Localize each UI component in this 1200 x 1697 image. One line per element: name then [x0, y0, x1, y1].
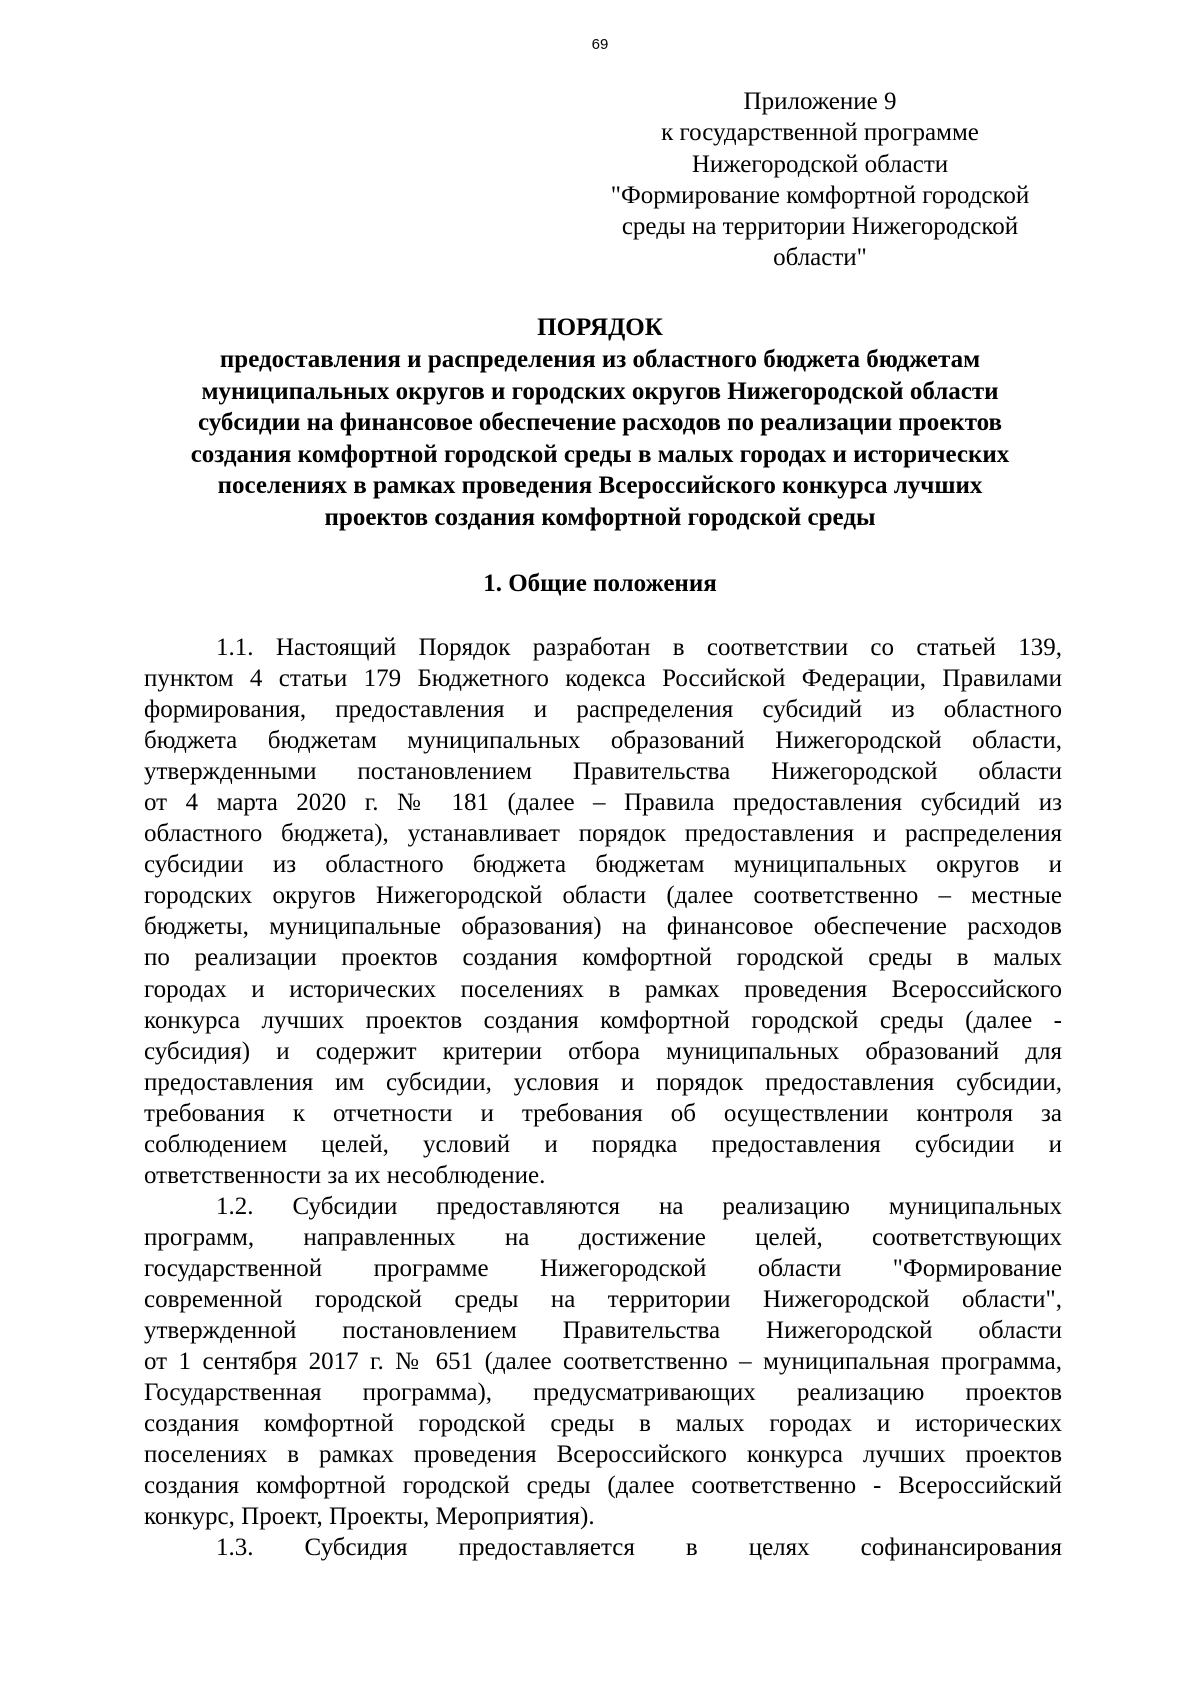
subtitle-line: поселениях в рамках проведения Всероссийского конкурса лучших: [217, 472, 983, 499]
paragraph-line: от 4 марта 2020 г. № 181 (далее – Правила предоставления субсидий из: [144, 789, 1062, 817]
paragraph-line: 1.3. Субсидия предоставляется в целях софинансирования: [216, 1534, 1062, 1562]
paragraph-line: предоставления им субсидии, условия и порядок предоставления субсидии,: [144, 1068, 1062, 1096]
paragraph-line: по реализации проектов создания комфортной городской среды в малых: [144, 944, 1062, 972]
paragraph-line: бюджета бюджетам муниципальных образований Нижегородской области,: [144, 727, 1062, 755]
paragraph-line: государственной программе Нижегородской области "Формирование: [144, 1254, 1062, 1282]
subtitle-line: создания комфортной городской среды в малых городах и исторических: [190, 440, 1010, 468]
subtitle-line: проектов создания комфортной городской среды: [324, 503, 876, 531]
document-title: ПОРЯДОК: [537, 314, 663, 341]
paragraph-line: городских округов Нижегородской области (далее соответственно – местные: [144, 882, 1062, 910]
subtitle-line: субсидии на финансовое обеспечение расходов по реализации проектов: [197, 409, 1003, 436]
paragraph-line: утвержденной постановлением Правительства Нижегородской области: [144, 1317, 1062, 1345]
document-subtitle: [140, 344, 1060, 533]
appendix-line: Приложение 9: [743, 88, 897, 115]
appendix-line: области": [773, 244, 867, 272]
paragraph-line: городах и исторических поселениях в рамках проведения Всероссийского: [144, 975, 1062, 1003]
paragraph-line: ответственности за их несоблюдение.: [144, 1161, 546, 1189]
paragraph-line: областного бюджета), устанавливает порядок предоставления и распределения: [144, 820, 1062, 848]
paragraph-line: субсидии из областного бюджета бюджетам муниципальных округов и: [144, 851, 1062, 879]
body-text: [144, 632, 1062, 1563]
paragraph-line: конкурса лучших проектов создания комфортной городской среды (далее -: [144, 1006, 1062, 1034]
appendix-header: [590, 86, 1050, 274]
subtitle-line: предоставления и распределения из областного бюджета бюджетам: [219, 346, 981, 373]
paragraph-line: соблюдением целей, условий и порядка предоставления субсидии и: [144, 1130, 1062, 1158]
section-heading: 1. Общие положения: [483, 570, 717, 597]
paragraph-line: бюджеты, муниципальные образования) на финансовое обеспечение расходов: [144, 913, 1062, 941]
subtitle-line: муниципальных округов и городских округов Нижегородской области: [201, 377, 999, 405]
paragraph-line: формирования, предоставления и распределения субсидий из областного: [144, 696, 1062, 724]
paragraph-line: 1.2. Субсидии предоставляются на реализацию муниципальных: [216, 1192, 1062, 1220]
paragraph-line: поселениях в рамках проведения Всероссийского конкурса лучших проектов: [144, 1441, 1062, 1469]
paragraph-line: создания комфортной городской среды в малых городах и исторических: [144, 1410, 1062, 1438]
paragraph-line: пунктом 4 статьи 179 Бюджетного кодекса Российской Федерации, Правилами: [144, 665, 1062, 693]
appendix-line: Нижегородской области: [691, 150, 949, 178]
appendix-line: "Формирование комфортной городской: [610, 181, 1030, 209]
paragraph-line: от 1 сентября 2017 г. № 651 (далее соответственно – муниципальная программа,: [144, 1348, 1062, 1376]
paragraph-line: субсидия) и содержит критерии отбора муниципальных образований для: [144, 1037, 1062, 1065]
paragraph-line: современной городской среды на территории Нижегородской области",: [144, 1285, 1062, 1313]
paragraph-line: требования к отчетности и требования об осуществлении контроля за: [144, 1099, 1062, 1127]
paragraph-line: утвержденными постановлением Правительства Нижегородской области: [144, 758, 1062, 786]
paragraph-line: программ, направленных на достижение целей, соответствующих: [144, 1223, 1062, 1251]
paragraph-line: Государственная программа), предусматривающих реализацию проектов: [144, 1379, 1062, 1407]
paragraph-line: создания комфортной городской среды (далее соответственно - Всероссийский: [144, 1472, 1062, 1500]
paragraph-line: конкурс, Проект, Проекты, Мероприятия).: [144, 1503, 595, 1531]
appendix-line: среды на территории Нижегородской: [621, 213, 1019, 241]
appendix-line: к государственной программе: [661, 119, 979, 147]
paragraph-line: 1.1. Настоящий Порядок разработан в соответствии со статьей 139,: [216, 634, 1062, 661]
page-number: 69: [591, 36, 609, 53]
